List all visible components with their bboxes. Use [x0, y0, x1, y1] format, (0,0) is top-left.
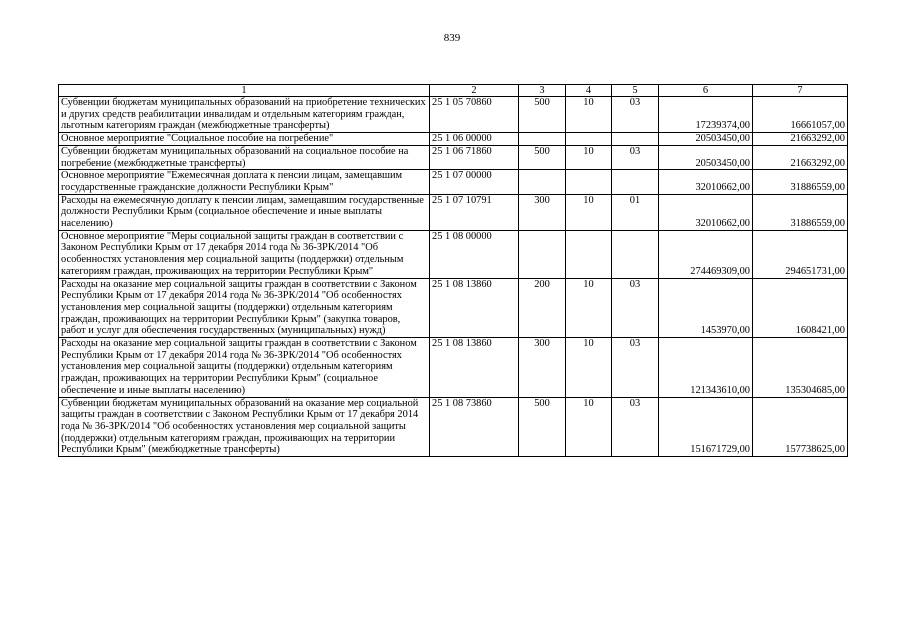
header-col-7: 7 [753, 85, 848, 97]
header-col-6: 6 [659, 85, 753, 97]
row-subsection [612, 133, 659, 146]
header-row [59, 85, 848, 97]
row-amount-year1: 151671729,00 [659, 397, 753, 457]
row-amount-year1: 32010662,00 [659, 170, 753, 194]
table-row [59, 133, 848, 146]
row-target-code: 25 1 05 70860 [430, 97, 519, 133]
row-section: 10 [566, 97, 612, 133]
row-name: Основное мероприятие "Ежемесячная доплата к пенсии лицам, замещавшим государственные гражданские должности Республики Крым" [59, 170, 430, 194]
row-expense-type [519, 170, 566, 194]
row-amount-year1: 20503450,00 [659, 145, 753, 169]
row-amount-year2: 157738625,00 [753, 397, 848, 457]
row-name: Основное мероприятие "Социальное пособие на погребение" [59, 133, 430, 146]
header-col-2: 2 [430, 85, 519, 97]
table-row [59, 338, 848, 398]
row-name: Субвенции бюджетам муниципальных образований на приобретение технических и других средств реабилитации инвалидам и отдельным категориям граждан, льготным категориям граждан (межбюджетные трансферты) [59, 97, 430, 133]
row-amount-year1: 121343610,00 [659, 338, 753, 398]
row-expense-type: 500 [519, 145, 566, 169]
row-section: 10 [566, 338, 612, 398]
header-col-5: 5 [612, 85, 659, 97]
table-row [59, 397, 848, 457]
row-target-code: 25 1 08 73860 [430, 397, 519, 457]
table-row [59, 145, 848, 169]
row-section [566, 170, 612, 194]
row-subsection: 03 [612, 278, 659, 338]
table-row [59, 278, 848, 338]
row-amount-year2: 31886559,00 [753, 170, 848, 194]
row-target-code: 25 1 08 13860 [430, 338, 519, 398]
row-name: Субвенции бюджетам муниципальных образований на социальное пособие на погребение (межбюджетные трансферты) [59, 145, 430, 169]
table-row [59, 230, 848, 278]
row-amount-year2: 1608421,00 [753, 278, 848, 338]
row-amount-year1: 1453970,00 [659, 278, 753, 338]
row-section: 10 [566, 278, 612, 338]
row-section: 10 [566, 194, 612, 230]
row-subsection: 03 [612, 397, 659, 457]
table-row [59, 194, 848, 230]
row-subsection: 03 [612, 145, 659, 169]
row-section [566, 133, 612, 146]
row-name: Расходы на ежемесячную доплату к пенсии лицам, замещавшим государственные должности Республики Крым (социальное обеспечение и иные выплаты населению) [59, 194, 430, 230]
budget-table [58, 84, 848, 457]
row-subsection [612, 170, 659, 194]
row-amount-year2: 16661057,00 [753, 97, 848, 133]
row-amount-year1: 32010662,00 [659, 194, 753, 230]
row-amount-year2: 294651731,00 [753, 230, 848, 278]
page-number: 839 [443, 32, 461, 44]
row-name: Расходы на оказание мер социальной защиты граждан в соответствии с Законом Республики Крым от 17 декабря 2014 года № 36-ЗРК/2014 "Об особенностях установления мер социальной защиты (поддержки) отдельным категориям граждан, проживающих на территории Республики Крым" (закупка товаров, работ и услуг для обеспечения государственных (муниципальных) нужд) [59, 278, 430, 338]
row-amount-year2: 21663292,00 [753, 133, 848, 146]
row-expense-type [519, 230, 566, 278]
header-col-3: 3 [519, 85, 566, 97]
row-subsection: 01 [612, 194, 659, 230]
row-amount-year2: 135304685,00 [753, 338, 848, 398]
row-expense-type: 300 [519, 194, 566, 230]
row-subsection: 03 [612, 338, 659, 398]
row-amount-year1: 17239374,00 [659, 97, 753, 133]
row-expense-type: 500 [519, 397, 566, 457]
row-target-code: 25 1 07 00000 [430, 170, 519, 194]
row-target-code: 25 1 06 71860 [430, 145, 519, 169]
row-subsection [612, 230, 659, 278]
row-expense-type: 200 [519, 278, 566, 338]
header-col-4: 4 [566, 85, 612, 97]
row-target-code: 25 1 08 00000 [430, 230, 519, 278]
row-name: Расходы на оказание мер социальной защиты граждан в соответствии с Законом Республики Крым от 17 декабря 2014 года № 36-ЗРК/2014 "Об особенностях установления мер социальной защиты (поддержки) отдельным категориям граждан, проживающих на территории Республики Крым" (социальное обеспечение и иные выплаты населению) [59, 338, 430, 398]
row-section [566, 230, 612, 278]
row-amount-year2: 31886559,00 [753, 194, 848, 230]
row-expense-type [519, 133, 566, 146]
row-expense-type: 500 [519, 97, 566, 133]
row-section: 10 [566, 397, 612, 457]
row-section: 10 [566, 145, 612, 169]
row-target-code: 25 1 06 00000 [430, 133, 519, 146]
table-row [59, 97, 848, 133]
row-name: Субвенции бюджетам муниципальных образований на оказание мер социальной защиты граждан в соответствии с Законом Республики Крым от 17 декабря 2014 года № 36-ЗРК/2014 "Об особенностях установления мер социальной защиты (поддержки) отдельным категориям граждан, проживающих на территории Республики Крым" (межбюджетные трансферты) [59, 397, 430, 457]
row-target-code: 25 1 08 13860 [430, 278, 519, 338]
row-amount-year1: 20503450,00 [659, 133, 753, 146]
table-row [59, 170, 848, 194]
row-amount-year1: 274469309,00 [659, 230, 753, 278]
row-target-code: 25 1 07 10791 [430, 194, 519, 230]
row-name: Основное мероприятие "Меры социальной защиты граждан в соответствии с Законом Республики Крым от 17 декабря 2014 года № 36-ЗРК/2014 "Об особенностях установления мер социальной защиты (поддержки) отдельным категориям граждан, проживающих на территории Республики Крым" [59, 230, 430, 278]
row-subsection: 03 [612, 97, 659, 133]
row-expense-type: 300 [519, 338, 566, 398]
header-col-1: 1 [59, 85, 430, 97]
row-amount-year2: 21663292,00 [753, 145, 848, 169]
